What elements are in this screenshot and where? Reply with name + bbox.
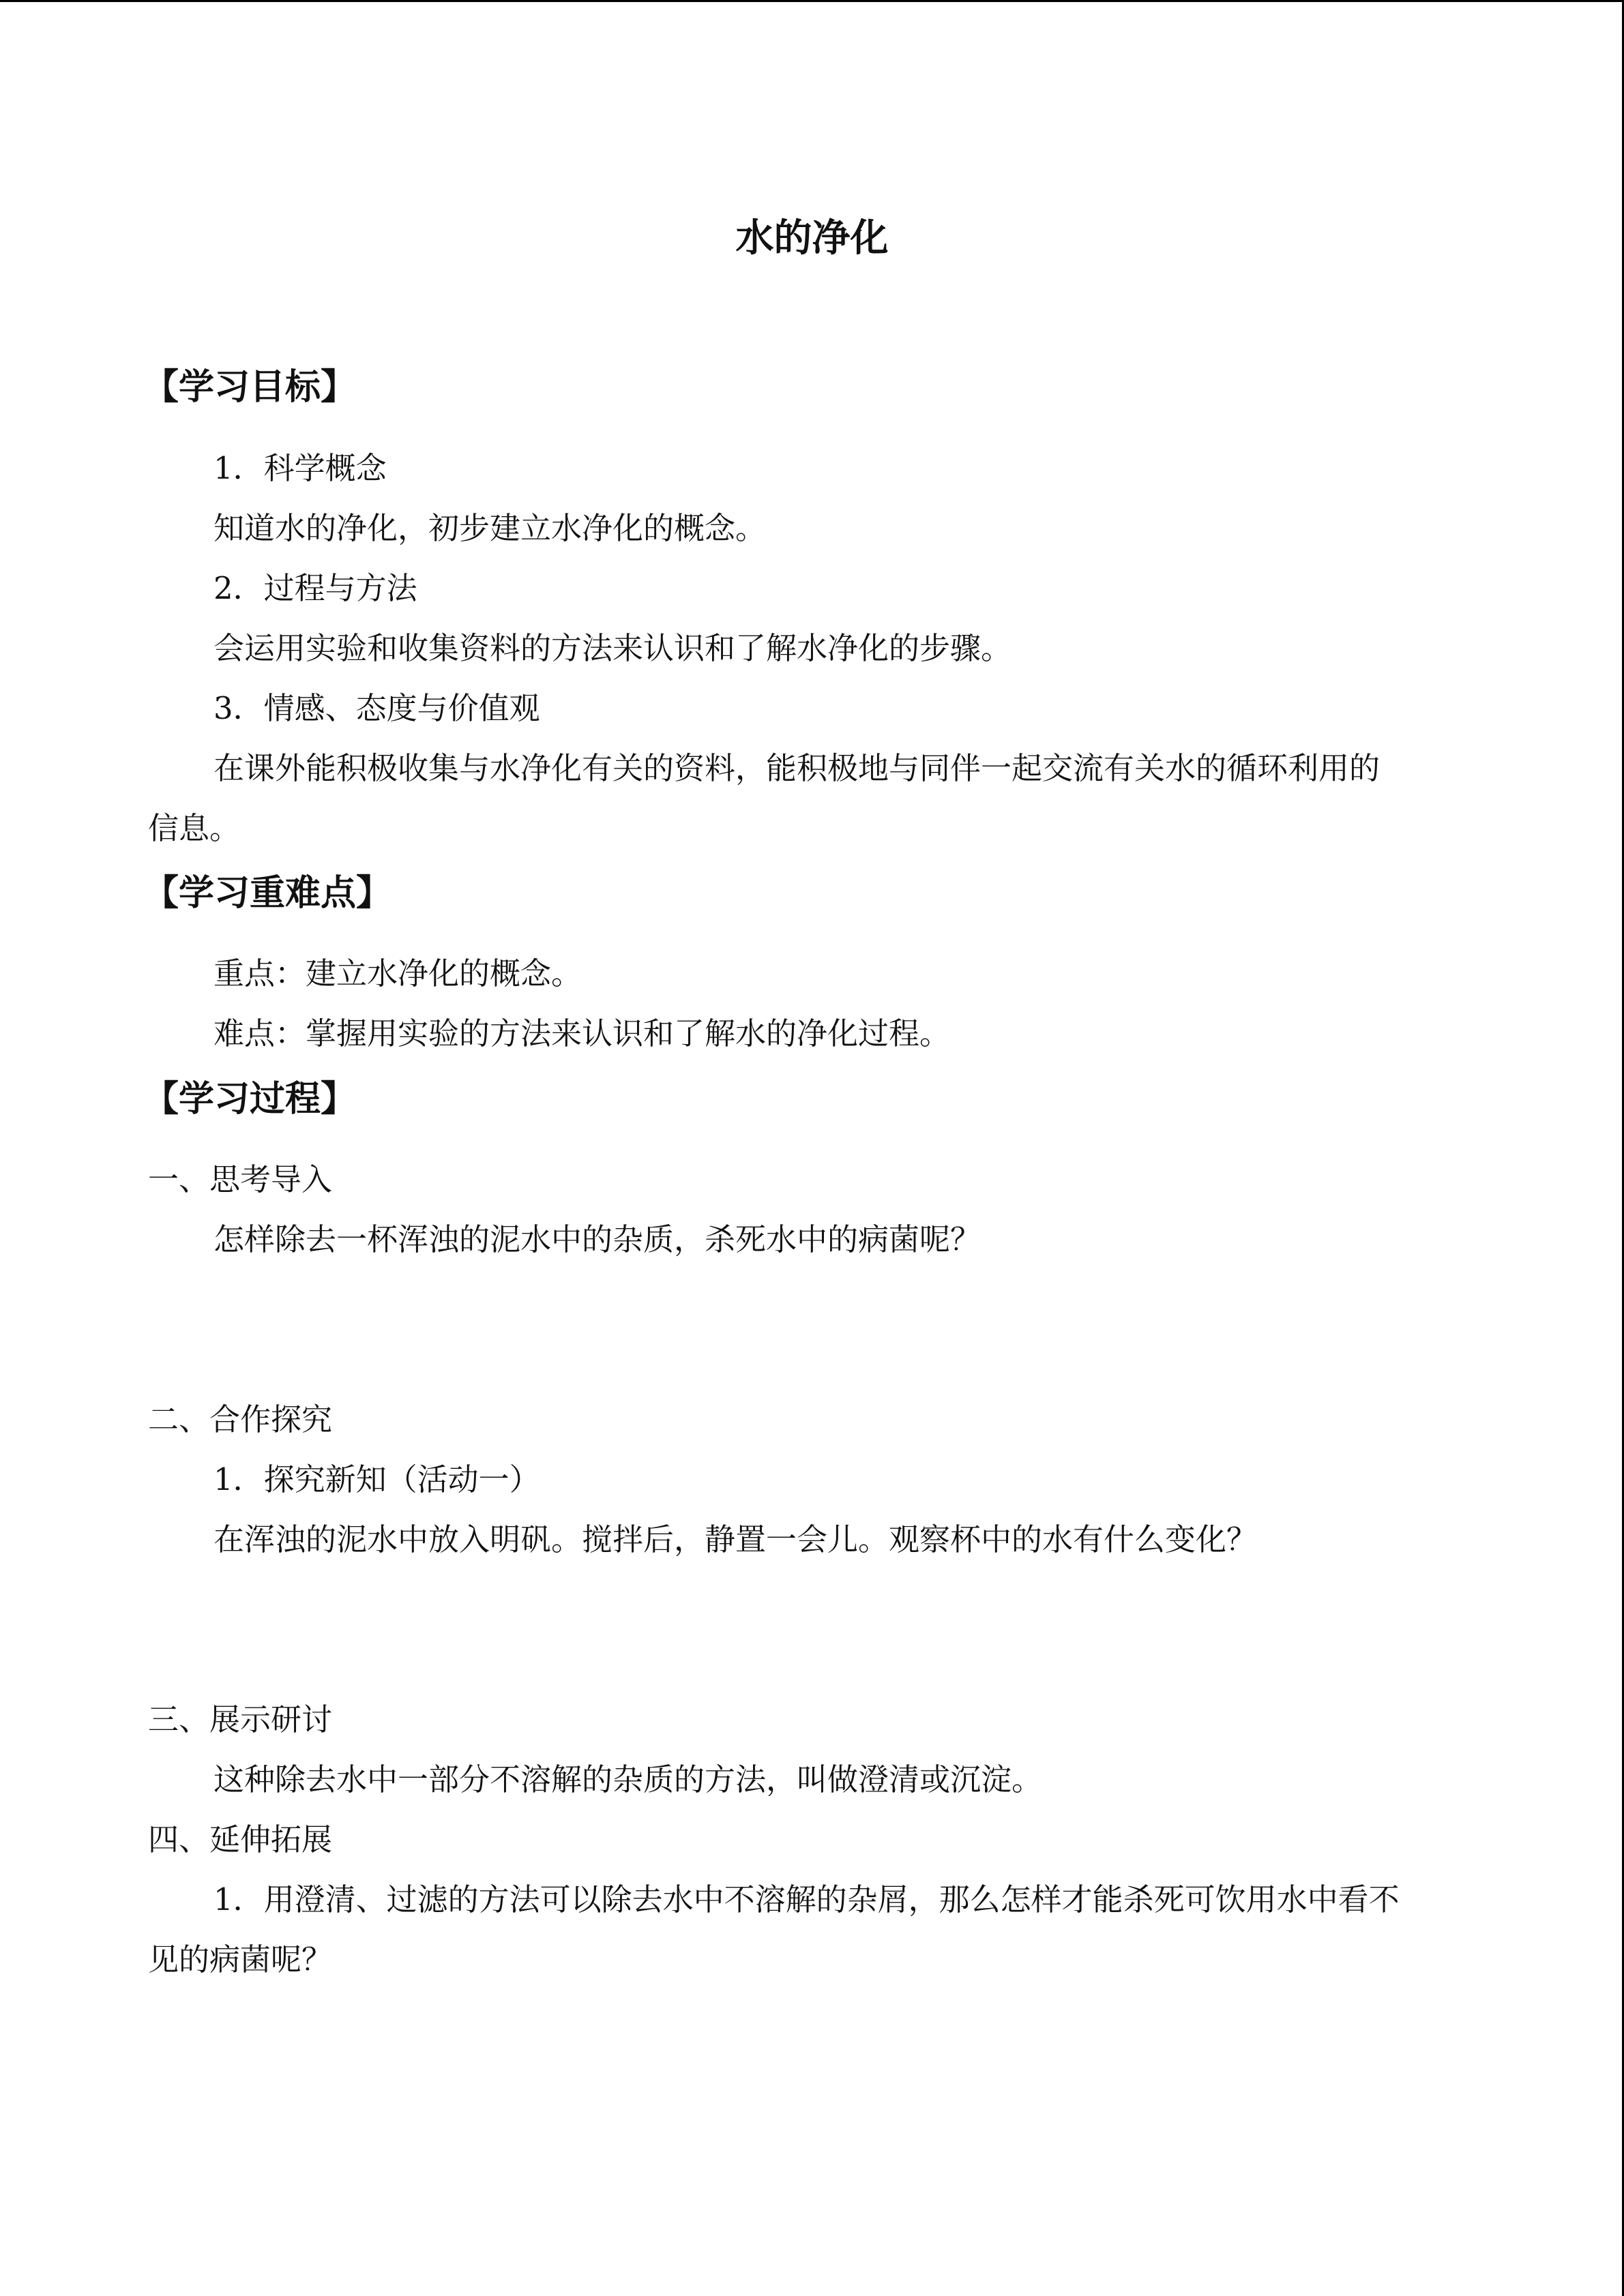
key-point-text: 重点：建立水净化的概念。 bbox=[213, 955, 582, 992]
heading-objectives: 【学习目标】 bbox=[143, 367, 357, 408]
process-part4-text-line1: 1．用澄清、过滤的方法可以除去水中不溶解的杂屑，那么怎样才能杀死可饮用水中看不 bbox=[213, 1881, 1400, 1918]
objective-3-text-line1: 在课外能积极收集与水净化有关的资料，能积极地与同伴一起交流有关水的循环利用的 bbox=[213, 750, 1381, 786]
process-part1-title: 一、思考导入 bbox=[148, 1161, 333, 1197]
process-part4-title: 四、延伸拓展 bbox=[148, 1821, 333, 1858]
objective-3-text-line2: 信息。 bbox=[148, 810, 241, 846]
heading-process: 【学习过程】 bbox=[143, 1079, 357, 1120]
objective-2-title: 2．过程与方法 bbox=[213, 570, 417, 606]
document-title: 水的净化 bbox=[735, 216, 889, 260]
heading-key-points: 【学习重难点】 bbox=[143, 873, 392, 914]
process-part2-text: 在浑浊的泥水中放入明矾。搅拌后，静置一会儿。观察杯中的水有什么变化？ bbox=[213, 1521, 1258, 1557]
process-part3-title: 三、展示研讨 bbox=[148, 1701, 333, 1738]
objective-2-text: 会运用实验和收集资料的方法来认识和了解水净化的步骤。 bbox=[213, 630, 1012, 666]
process-part1-text: 怎样除去一杯浑浊的泥水中的杂质，杀死水中的病菌呢？ bbox=[213, 1221, 981, 1257]
page-border-top bbox=[0, 0, 1624, 2]
objective-1-text: 知道水的净化，初步建立水净化的概念。 bbox=[213, 510, 767, 546]
process-part4-text-line2: 见的病菌呢？ bbox=[148, 1941, 333, 1978]
objective-3-title: 3．情感、态度与价值观 bbox=[213, 690, 540, 726]
process-part2-item: 1．探究新知（活动一） bbox=[213, 1461, 540, 1497]
process-part2-title: 二、合作探究 bbox=[148, 1401, 333, 1437]
objective-1-title: 1．科学概念 bbox=[213, 450, 387, 486]
process-part3-text: 这种除去水中一部分不溶解的杂质的方法，叫做澄清或沉淀。 bbox=[213, 1761, 1043, 1798]
difficulty-text: 难点：掌握用实验的方法来认识和了解水的净化过程。 bbox=[213, 1015, 951, 1052]
